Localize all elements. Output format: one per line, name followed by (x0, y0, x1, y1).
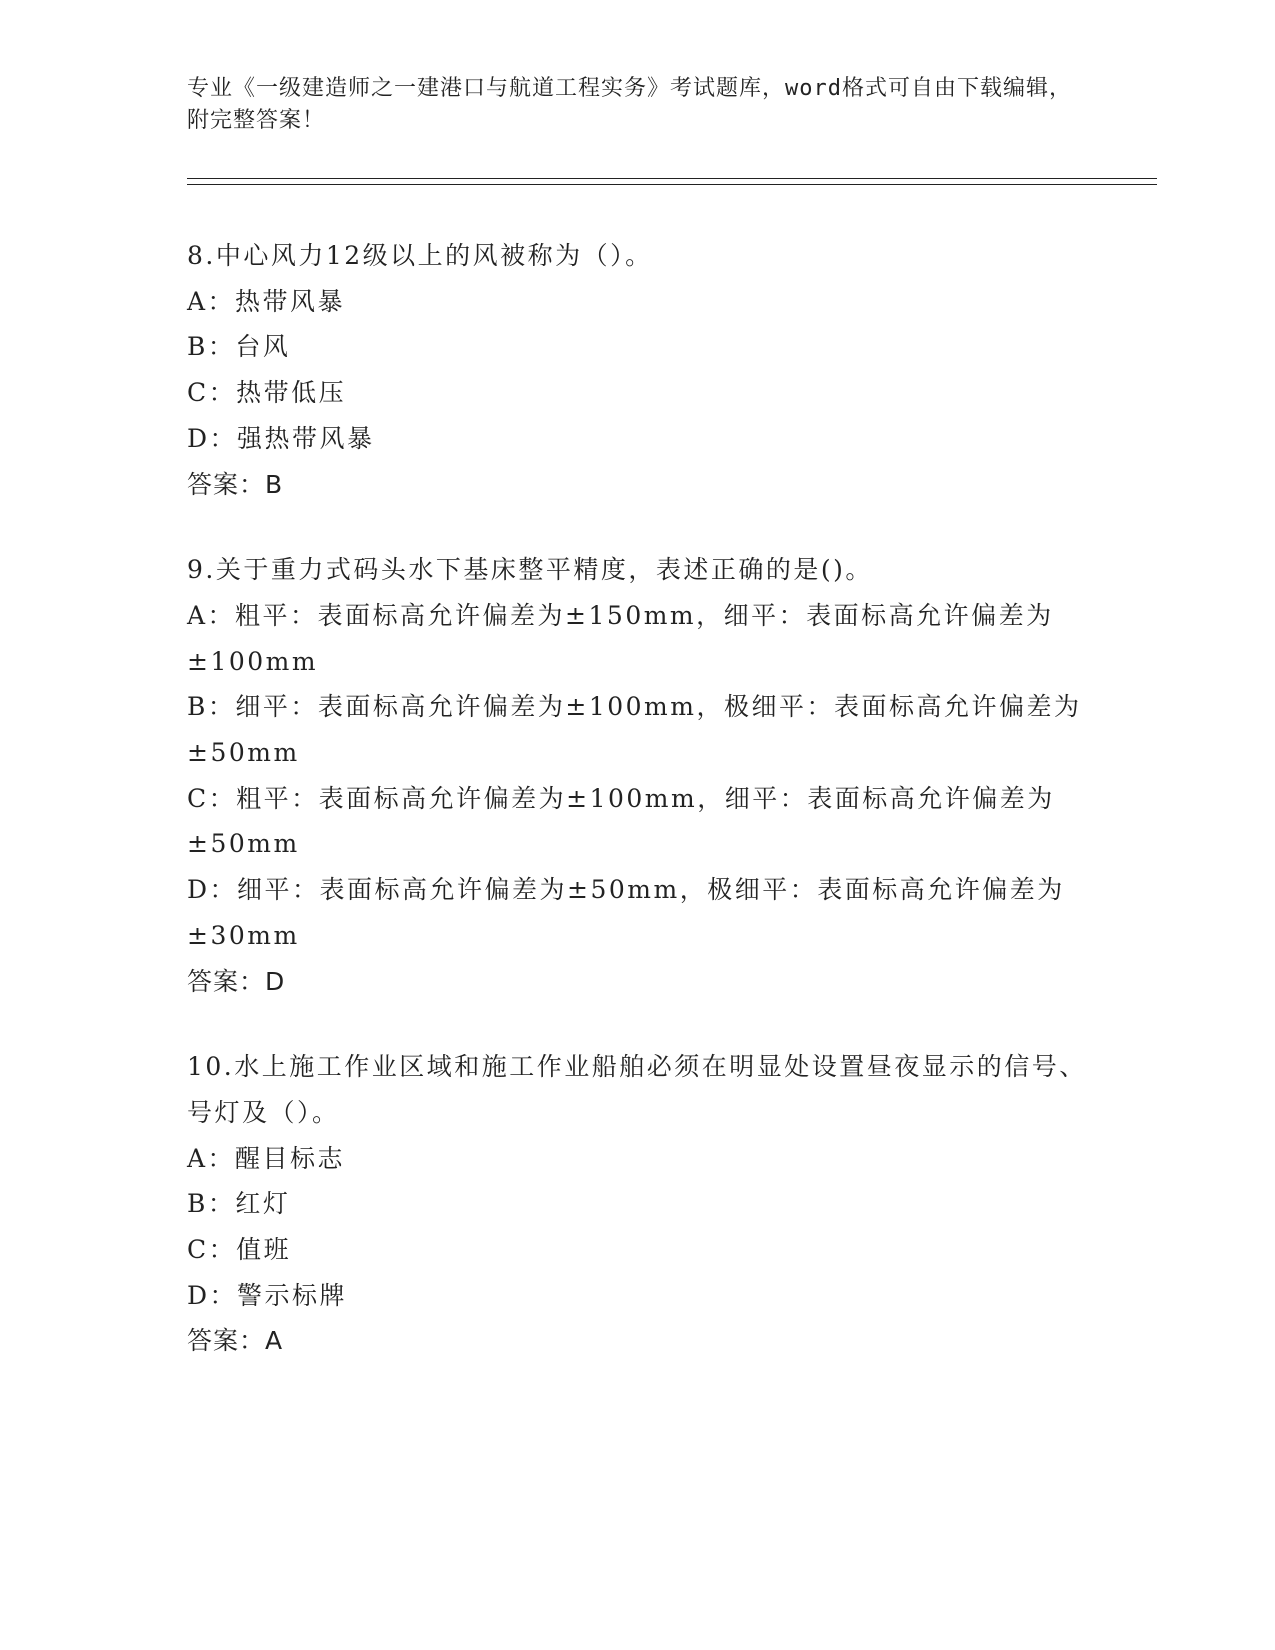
answer-label: 答案：D (187, 966, 286, 996)
option-a: A：热带风暴 (187, 286, 346, 316)
question-stem: 10.水上施工作业区域和施工作业船舶必须在明显处设置昼夜显示的信号、号灯及（）。 (187, 1052, 1087, 1127)
question-8 (187, 233, 1087, 507)
answer-label: 答案：A (187, 1326, 284, 1356)
option-b: B：细平：表面标高允许偏差为±100mm，极细平：表面标高允许偏差为±50mm (187, 692, 1082, 768)
question-10 (187, 1044, 1087, 1364)
question-list (187, 233, 1087, 1404)
option-a: A：粗平：表面标高允许偏差为±150mm，细平：表面标高允许偏差为±100mm (187, 600, 1054, 676)
option-b: B：台风 (187, 332, 291, 362)
question-9 (187, 547, 1087, 1004)
question-stem: 8.中心风力12级以上的风被称为（）。 (187, 241, 653, 270)
option-d: D：警示标牌 (187, 1280, 348, 1310)
option-c: C：值班 (187, 1235, 292, 1265)
option-d: D：细平：表面标高允许偏差为±50mm，极细平：表面标高允许偏差为±30mm (187, 875, 1065, 950)
option-b: B：红灯 (187, 1189, 291, 1219)
option-a: A：醒目标志 (187, 1143, 346, 1173)
option-d: D：强热带风暴 (187, 423, 375, 453)
option-c: C：粗平：表面标高允许偏差为±100mm，细平：表面标高允许偏差为±50mm (187, 783, 1055, 859)
document-header: 专业《一级建造师之一建港口与航道工程实务》考试题库，word格式可自由下载编辑，附完整答案！ (187, 76, 1072, 133)
answer-label: 答案：B (187, 469, 284, 499)
question-stem: 9.关于重力式码头水下基床整平精度，表述正确的是()。 (187, 555, 873, 585)
header-double-rule (187, 178, 1157, 185)
option-c: C：热带低压 (187, 378, 347, 408)
